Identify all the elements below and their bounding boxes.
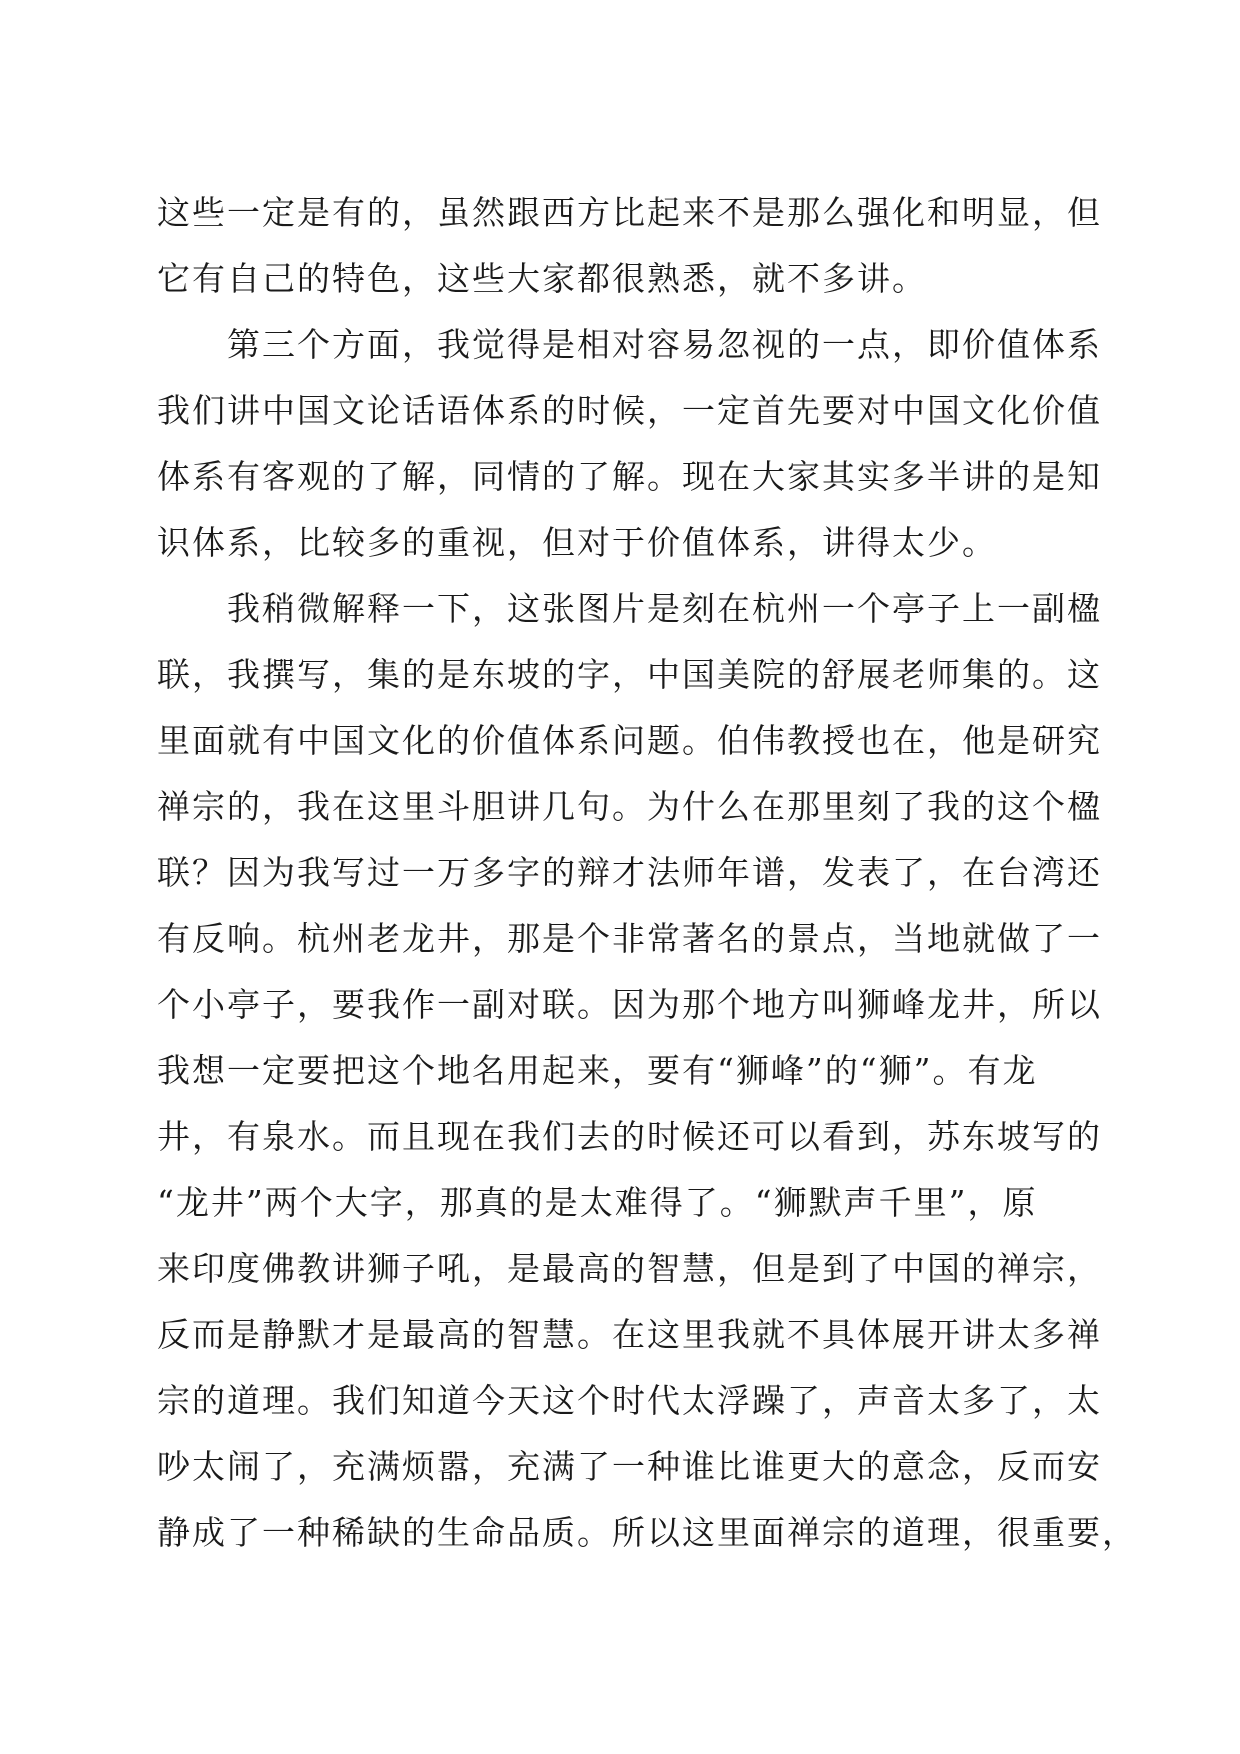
text-line: 静成了一种稀缺的生命品质。所以这里面禅宗的道理，很重要，	[157, 1513, 1137, 1552]
text-line: 来印度佛教讲狮子吼，是最高的智慧，但是到了中国的禅宗，	[157, 1249, 1102, 1288]
text-line: 体系有客观的了解，同情的了解。现在大家其实多半讲的是知	[157, 457, 1102, 496]
text-line: 这些一定是有的，虽然跟西方比起来不是那么强化和明显，但	[157, 193, 1102, 232]
text-line: 我稍微解释一下，这张图片是刻在杭州一个亭子上一副楹	[157, 589, 1102, 628]
text-line: 井，有泉水。而且现在我们去的时候还可以看到，苏东坡写的	[157, 1117, 1102, 1156]
text-line: 第三个方面，我觉得是相对容易忽视的一点，即价值体系	[157, 325, 1102, 364]
body-text	[157, 180, 1137, 1566]
text-line: 识体系，比较多的重视，但对于价值体系，讲得太少。	[157, 523, 997, 562]
text-line: 反而是静默才是最高的智慧。在这里我就不具体展开讲太多禅	[157, 1315, 1102, 1354]
text-line: 里面就有中国文化的价值体系问题。伯伟教授也在，他是研究	[157, 721, 1102, 760]
text-line: 我们讲中国文论话语体系的时候，一定首先要对中国文化价值	[157, 391, 1102, 430]
text-line: 它有自己的特色，这些大家都很熟悉，就不多讲。	[157, 259, 927, 298]
text-line: 禅宗的，我在这里斗胆讲几句。为什么在那里刻了我的这个楹	[157, 787, 1102, 826]
text-line: 吵太闹了，充满烦嚣，充满了一种谁比谁更大的意念，反而安	[157, 1447, 1102, 1486]
text-line: 宗的道理。我们知道今天这个时代太浮躁了，声音太多了，太	[157, 1381, 1102, 1420]
text-line: 联？因为我写过一万多字的辩才法师年谱，发表了，在台湾还	[157, 853, 1102, 892]
text-line: “龙井”两个大字，那真的是太难得了。“狮默声千里”，原	[157, 1183, 1038, 1222]
text-line: 有反响。杭州老龙井，那是个非常著名的景点，当地就做了一	[157, 919, 1102, 958]
text-line: 个小亭子，要我作一副对联。因为那个地方叫狮峰龙井，所以	[157, 985, 1102, 1024]
text-line: 联，我撰写，集的是东坡的字，中国美院的舒展老师集的。这	[157, 655, 1102, 694]
text-line: 我想一定要把这个地名用起来，要有“狮峰”的“狮”。有龙	[157, 1051, 1038, 1090]
